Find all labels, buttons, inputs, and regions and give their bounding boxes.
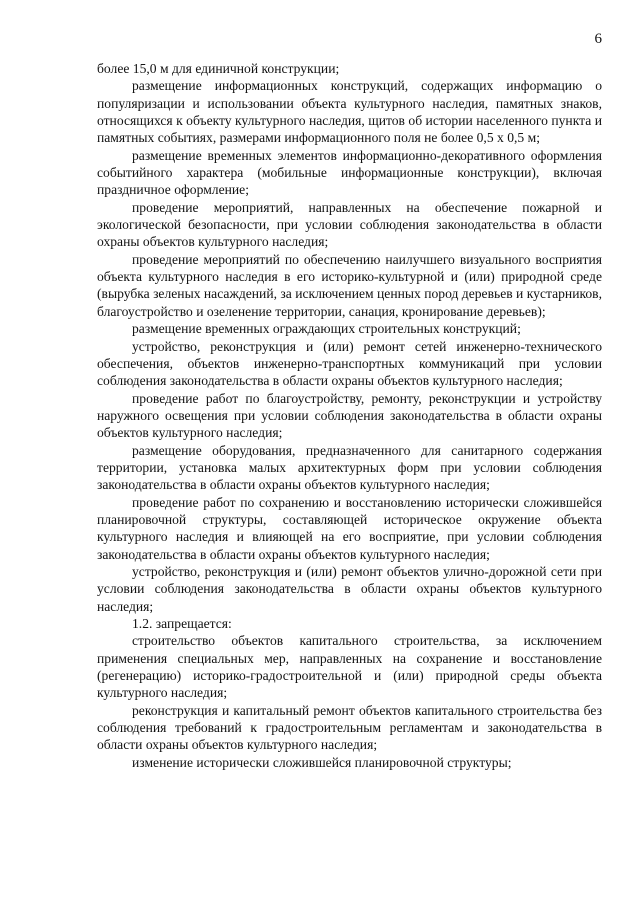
paragraph: размещение временных ограждающих строительных конструкций; <box>132 321 521 337</box>
paragraph: устройство, реконструкция и (или) ремонт объектов улично-дорожной сети при условии соблюдения законодательства в области охраны объектов культурного наследия; <box>97 563 602 614</box>
paragraph: строительство объектов капитального строительства, за исключением применения специальных мер, направленных на сохранение и восстановление (регенерацию) историко-градостроительной и (или) природной среды объекта культурного наследия; <box>97 633 602 701</box>
paragraph: размещение информационных конструкций, содержащих информацию о популяризации и использовании объекта культурного наследия, памятных знаков, относящихся к объекту культурного наследия, щитов об истории населенного пункта и памятных событиях, размерами информационного поля не более 0,5 х 0,5 м; <box>97 78 602 146</box>
paragraph: устройство, реконструкция и (или) ремонт сетей инженерно-технического обеспечения, объектов инженерно-транспортных коммуникаций при условии соблюдения законодательства в области охраны объектов культурного наследия; <box>97 338 602 389</box>
paragraph: проведение работ по сохранению и восстановлению исторически сложившейся планировочной структуры, составляющей историческое окружение объекта культурного наследия и влияющей на его восприятие, при условии соблюдения законодательства в области охраны объектов культурного наследия; <box>97 494 602 562</box>
paragraph: проведение мероприятий по обеспечению наилучшего визуального восприятия объекта культурного наследия в его историко-культурной и (или) природной среде (вырубка зеленых насаждений, за исключением ценных пород деревьев и кустарников, благоустройство и озеленение территории, санация, кронирование деревьев); <box>97 251 602 319</box>
paragraph: более 15,0 м для единичной конструкции; <box>97 61 340 76</box>
page-number: 6 <box>594 31 602 47</box>
paragraph: размещение оборудования, предназначенного для санитарного содержания территории, установка малых архитектурных форм при условии соблюдения законодательства в области охраны объектов культурного наследия; <box>97 442 602 493</box>
paragraph: размещение временных элементов информационно-декоративного оформления событийного характера (мобильные информационные конструкции), включая праздничное оформление; <box>97 147 602 198</box>
paragraph: изменение исторически сложившейся планировочной структуры; <box>132 754 512 770</box>
paragraph: проведение работ по благоустройству, ремонту, реконструкции и устройству наружного освещения при условии соблюдения законодательства в области охраны объектов культурного наследия; <box>97 390 602 441</box>
document-body <box>97 60 602 771</box>
paragraph: реконструкция и капитальный ремонт объектов капитального строительства без соблюдения требований к градостроительным регламентам и законодательства в области охраны объектов культурного наследия; <box>97 702 602 753</box>
section-heading: 1.2. запрещается: <box>132 616 232 631</box>
paragraph: проведение мероприятий, направленных на обеспечение пожарной и экологической безопасности, при условии соблюдения законодательства в области охраны объектов культурного наследия; <box>97 199 602 250</box>
